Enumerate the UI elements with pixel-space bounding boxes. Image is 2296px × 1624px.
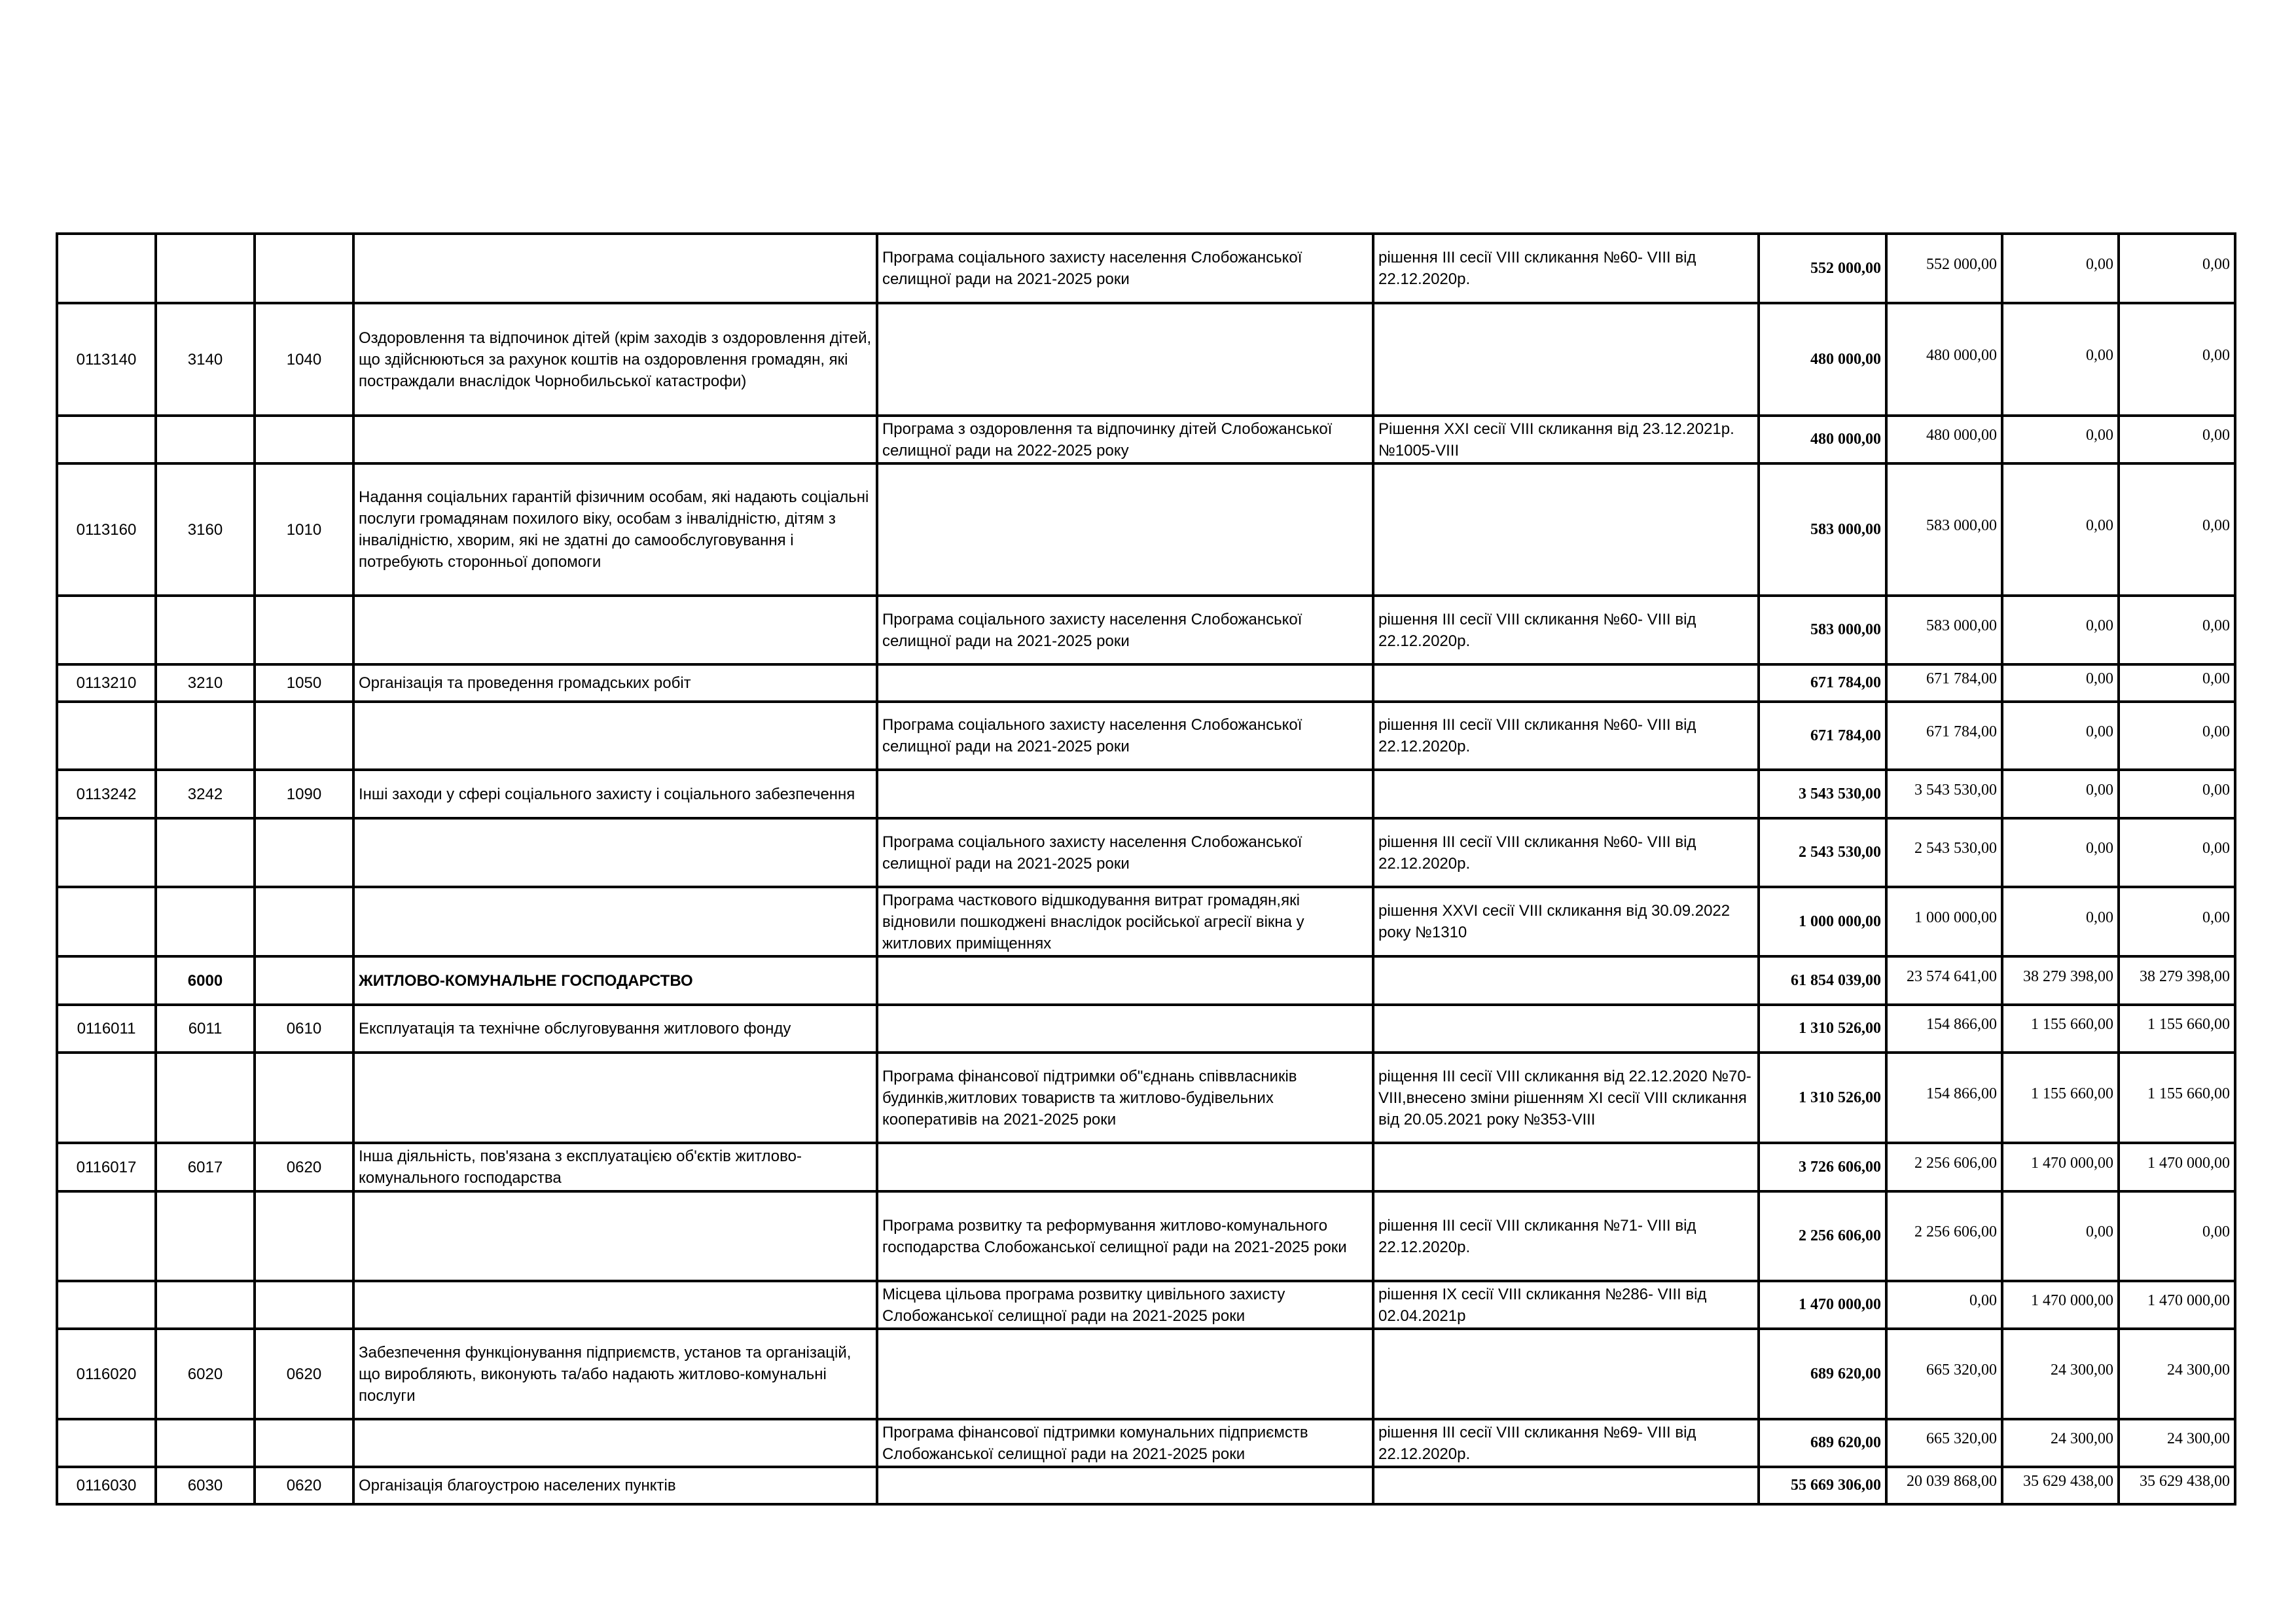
cell-kpk-code: 6030 [156,1467,255,1504]
cell-special-fund [2002,303,2119,416]
cell-total: 671 784,00 [1759,664,1886,702]
cell-activity-name [353,1419,877,1467]
cell-activity-name [353,234,877,303]
cell-program-name: Програма фінансової підтримки комунальних підприємств Слобожанської селищної ради на 2021-2025 роки [877,1419,1373,1467]
cell-special-fund [2002,1191,2119,1281]
cell-development-budget [2119,1143,2235,1191]
cell-kfk-code [255,818,353,887]
cell-value: 24 300,00 [2167,1430,2230,1447]
cell-kfk-code: 0620 [255,1467,353,1504]
cell-kpk-code: 3210 [156,664,255,702]
cell-development-budget [2119,1053,2235,1143]
cell-decision: рішення ІІІ сесії VIII скликання №69- VIII від 22.12.2020р. [1373,1419,1759,1467]
cell-development-budget [2119,1467,2235,1504]
cell-program-name: Програма часткового відшкодування витрат громадян,які відновили пошкоджені внаслідок російської агресії вікна у житлових приміщеннях [877,887,1373,956]
table-row [57,463,2235,596]
cell-value: 3 543 530,00 [1914,781,1997,799]
table-row [57,234,2235,303]
cell-program-name [877,956,1373,1005]
cell-program-name [877,770,1373,818]
cell-development-budget [2119,818,2235,887]
cell-activity-name: Експлуатація та технічне обслуговування житлового фонду [353,1005,877,1053]
cell-value: 24 300,00 [2051,1430,2113,1447]
cell-decision: Рішення XXI сесії VIII скликання від 23.12.2021р. №1005-VIII [1373,416,1759,463]
table-row [57,416,2235,463]
cell-total: 3 543 530,00 [1759,770,1886,818]
cell-total: 55 669 306,00 [1759,1467,1886,1504]
table-row [57,1143,2235,1191]
cell-value: 0,00 [2086,909,2113,926]
cell-value: 1 155 660,00 [2031,1085,2113,1102]
cell-program-code: 0113160 [57,463,156,596]
cell-total: 583 000,00 [1759,463,1886,596]
cell-value: 24 300,00 [2051,1361,2113,1379]
cell-special-fund [2002,596,2119,664]
cell-program-name [877,1005,1373,1053]
cell-program-name [877,303,1373,416]
cell-decision: рішення ІІІ сесії VIII скликання №71- VIII від 22.12.2020р. [1373,1191,1759,1281]
cell-kfk-code [255,887,353,956]
cell-special-fund [2002,818,2119,887]
cell-value: 38 279 398,00 [2140,967,2230,985]
table-row [57,887,2235,956]
cell-value: 0,00 [2202,723,2230,740]
cell-value: 480 000,00 [1926,427,1997,444]
cell-kfk-code: 0610 [255,1005,353,1053]
cell-program-name: Програма розвитку та реформування житлово-комунального господарства Слобожанської селищної ради на 2021-2025 роки [877,1191,1373,1281]
cell-general-fund [1886,1281,2002,1329]
cell-decision [1373,956,1759,1005]
cell-program-name: Місцева цільова програма розвитку цивільного захисту Слобожанської селищної ради на 2021-2025 роки [877,1281,1373,1329]
cell-value: 0,00 [2202,617,2230,634]
cell-development-budget [2119,664,2235,702]
cell-program-code: 0113210 [57,664,156,702]
cell-activity-name [353,1053,877,1143]
table-row [57,1005,2235,1053]
table-row [57,1329,2235,1419]
cell-total: 61 854 039,00 [1759,956,1886,1005]
cell-kfk-code [255,596,353,664]
cell-total: 1 310 526,00 [1759,1053,1886,1143]
cell-value: 0,00 [2086,346,2113,364]
cell-special-fund [2002,956,2119,1005]
cell-special-fund [2002,770,2119,818]
table-row [57,664,2235,702]
cell-decision [1373,1329,1759,1419]
cell-value: 0,00 [1969,1292,1997,1309]
cell-kpk-code: 3242 [156,770,255,818]
cell-value: 20 039 868,00 [1907,1473,1997,1490]
cell-kfk-code: 1090 [255,770,353,818]
cell-kpk-code [156,1191,255,1281]
cell-value: 24 300,00 [2167,1361,2230,1379]
cell-value: 2 543 530,00 [1914,840,1997,857]
cell-development-budget [2119,303,2235,416]
cell-program-code: 0116030 [57,1467,156,1504]
cell-general-fund [1886,956,2002,1005]
cell-development-budget [2119,1281,2235,1329]
table-row [57,1419,2235,1467]
cell-activity-name: Організація та проведення громадських робіт [353,664,877,702]
cell-kpk-code: 3140 [156,303,255,416]
cell-value: 0,00 [2202,840,2230,857]
cell-kpk-code [156,1281,255,1329]
cell-general-fund [1886,1467,2002,1504]
cell-activity-name: Оздоровлення та відпочинок дітей (крім заходів з оздоровлення дітей, що здійснюються за рахунок коштів на оздоровлення громадян, які постраждали внаслідок Чорнобильської катастрофи) [353,303,877,416]
cell-general-fund [1886,1005,2002,1053]
cell-kpk-code [156,416,255,463]
cell-development-budget [2119,1005,2235,1053]
cell-kpk-code: 3160 [156,463,255,596]
cell-value: 1 155 660,00 [2147,1016,2230,1033]
table-row [57,956,2235,1005]
cell-special-fund [2002,1053,2119,1143]
cell-decision: рішення IX сесії VIII скликання №286- VIII від 02.04.2021р [1373,1281,1759,1329]
cell-activity-name [353,1191,877,1281]
cell-general-fund [1886,702,2002,770]
cell-value: 665 320,00 [1926,1361,1997,1379]
cell-total: 1 310 526,00 [1759,1005,1886,1053]
cell-value: 583 000,00 [1926,617,1997,634]
cell-activity-name [353,887,877,956]
cell-development-budget [2119,770,2235,818]
cell-decision: рішення ІІІ сесії VIII скликання №60- VIII від 22.12.2020р. [1373,818,1759,887]
table-row [57,770,2235,818]
cell-special-fund [2002,1419,2119,1467]
cell-program-code [57,702,156,770]
cell-program-code [57,956,156,1005]
cell-value: 2 256 606,00 [1914,1223,1997,1240]
cell-value: 665 320,00 [1926,1430,1997,1447]
cell-activity-name [353,1281,877,1329]
cell-program-code: 0116020 [57,1329,156,1419]
cell-development-budget [2119,956,2235,1005]
cell-value: 1 000 000,00 [1914,909,1997,926]
cell-program-code [57,818,156,887]
cell-value: 671 784,00 [1926,723,1997,740]
cell-total: 552 000,00 [1759,234,1886,303]
table-row [57,1281,2235,1329]
cell-value: 1 155 660,00 [2147,1085,2230,1102]
cell-value: 0,00 [2086,427,2113,444]
cell-program-code [57,416,156,463]
cell-activity-name [353,702,877,770]
cell-activity-name: Інша діяльність, пов'язана з експлуатацією об'єктів житлово-комунального господарства [353,1143,877,1191]
cell-decision [1373,1005,1759,1053]
cell-value: 671 784,00 [1926,670,1997,687]
cell-kpk-code [156,234,255,303]
cell-development-budget [2119,234,2235,303]
cell-value: 1 470 000,00 [2031,1292,2113,1309]
cell-program-name: Програма соціального захисту населення Слобожанської селищної ради на 2021-2025 роки [877,818,1373,887]
cell-program-name: Програма соціального захисту населення Слобожанської селищної ради на 2021-2025 роки [877,702,1373,770]
cell-program-code: 0113242 [57,770,156,818]
cell-kfk-code [255,1191,353,1281]
cell-kpk-code [156,702,255,770]
cell-general-fund [1886,1143,2002,1191]
cell-kfk-code [255,416,353,463]
cell-kfk-code: 0620 [255,1329,353,1419]
table-row [57,596,2235,664]
cell-general-fund [1886,1191,2002,1281]
cell-activity-name: Забезпечення функціонування підприємств, установ та організацій, що виробляють, виконують та/або надають житлово-комунальні послуги [353,1329,877,1419]
table-row [57,303,2235,416]
cell-kfk-code: 1010 [255,463,353,596]
cell-program-code: 0116011 [57,1005,156,1053]
cell-value: 0,00 [2202,346,2230,364]
cell-development-budget [2119,416,2235,463]
table-row [57,818,2235,887]
cell-value: 583 000,00 [1926,516,1997,534]
cell-value: 0,00 [2086,1223,2113,1240]
cell-kpk-code: 6017 [156,1143,255,1191]
cell-development-budget [2119,1329,2235,1419]
cell-total: 2 256 606,00 [1759,1191,1886,1281]
cell-value: 0,00 [2086,781,2113,799]
cell-value: 1 470 000,00 [2031,1154,2113,1172]
cell-program-name [877,1329,1373,1419]
cell-general-fund [1886,416,2002,463]
cell-value: 552 000,00 [1926,255,1997,273]
cell-special-fund [2002,702,2119,770]
cell-activity-name: Інші заходи у сфері соціального захисту і соціального забезпечення [353,770,877,818]
cell-value: 2 256 606,00 [1914,1154,1997,1172]
table-body [57,234,2235,1504]
cell-decision: рішення ІІІ сесії VIII скликання №60- VIII від 22.12.2020р. [1373,596,1759,664]
cell-general-fund [1886,887,2002,956]
cell-program-code [57,1053,156,1143]
table-row [57,1467,2235,1504]
cell-decision [1373,770,1759,818]
cell-program-code [57,887,156,956]
cell-kfk-code [255,234,353,303]
cell-decision [1373,1143,1759,1191]
cell-special-fund [2002,1143,2119,1191]
cell-special-fund [2002,234,2119,303]
cell-kfk-code [255,1281,353,1329]
cell-kpk-code [156,1053,255,1143]
cell-development-budget [2119,887,2235,956]
cell-general-fund [1886,463,2002,596]
cell-decision [1373,1467,1759,1504]
cell-value: 154 866,00 [1926,1085,1997,1102]
cell-program-name: Програма соціального захисту населення Слобожанської селищної ради на 2021-2025 роки [877,596,1373,664]
cell-value: 0,00 [2202,516,2230,534]
cell-special-fund [2002,1329,2119,1419]
cell-activity-name: Організація благоустрою населених пунктів [353,1467,877,1504]
cell-value: 0,00 [2086,516,2113,534]
cell-activity-name [353,818,877,887]
cell-general-fund [1886,818,2002,887]
cell-kpk-code [156,818,255,887]
cell-special-fund [2002,463,2119,596]
cell-decision [1373,303,1759,416]
table-row [57,702,2235,770]
table-row [57,1191,2235,1281]
cell-value: 0,00 [2202,1223,2230,1240]
cell-total: 480 000,00 [1759,303,1886,416]
cell-special-fund [2002,664,2119,702]
cell-program-code [57,1191,156,1281]
cell-program-code: 0113140 [57,303,156,416]
cell-special-fund [2002,1467,2119,1504]
cell-development-budget [2119,1191,2235,1281]
cell-kpk-code [156,1419,255,1467]
cell-decision: рішення ІІІ сесії VIII скликання №60- VIII від 22.12.2020р. [1373,702,1759,770]
cell-value: 0,00 [2202,781,2230,799]
cell-general-fund [1886,1419,2002,1467]
budget-table [56,232,2236,1506]
cell-value: 35 629 438,00 [2023,1473,2113,1490]
cell-development-budget [2119,702,2235,770]
cell-decision [1373,664,1759,702]
cell-activity-name: Надання соціальних гарантій фізичним особам, які надають соціальні послуги громадянам похилого віку, особам з інвалідністю, дітям з інвалідністю, хворим, які не здатні до самообслуговування і потребують сторонньої допомоги [353,463,877,596]
cell-value: 0,00 [2086,670,2113,687]
cell-value: 0,00 [2202,255,2230,273]
cell-value: 35 629 438,00 [2140,1473,2230,1490]
cell-value: 154 866,00 [1926,1016,1997,1033]
cell-total: 2 543 530,00 [1759,818,1886,887]
cell-kfk-code [255,702,353,770]
cell-value: 23 574 641,00 [1907,967,1997,985]
cell-special-fund [2002,887,2119,956]
cell-program-code [57,1419,156,1467]
cell-value: 0,00 [2202,670,2230,687]
cell-value: 0,00 [2202,909,2230,926]
cell-kfk-code [255,1419,353,1467]
cell-value: 1 470 000,00 [2147,1292,2230,1309]
cell-general-fund [1886,234,2002,303]
cell-value: 0,00 [2086,840,2113,857]
table-row [57,1053,2235,1143]
cell-general-fund [1886,1053,2002,1143]
cell-activity-name [353,416,877,463]
cell-total: 3 726 606,00 [1759,1143,1886,1191]
cell-program-name: Програма з оздоровлення та відпочинку дітей Слобожанської селищної ради на 2022-2025 року [877,416,1373,463]
cell-program-name: Програма соціального захисту населення Слобожанської селищної ради на 2021-2025 роки [877,234,1373,303]
cell-program-code: 0116017 [57,1143,156,1191]
cell-value: 1 470 000,00 [2147,1154,2230,1172]
cell-program-code [57,234,156,303]
cell-program-name [877,1143,1373,1191]
cell-general-fund [1886,664,2002,702]
cell-development-budget [2119,1419,2235,1467]
cell-activity-name: ЖИТЛОВО-КОМУНАЛЬНЕ ГОСПОДАРСТВО [353,956,877,1005]
cell-kpk-code [156,596,255,664]
cell-value: 0,00 [2202,427,2230,444]
cell-total: 1 470 000,00 [1759,1281,1886,1329]
cell-activity-name [353,596,877,664]
cell-decision: рішення XXVI сесії VIII скликання від 30.09.2022 року №1310 [1373,887,1759,956]
cell-program-name [877,664,1373,702]
cell-general-fund [1886,1329,2002,1419]
cell-total: 689 620,00 [1759,1419,1886,1467]
cell-development-budget [2119,463,2235,596]
cell-program-name [877,463,1373,596]
cell-kfk-code: 0620 [255,1143,353,1191]
cell-total: 583 000,00 [1759,596,1886,664]
cell-value: 1 155 660,00 [2031,1016,2113,1033]
cell-program-code [57,1281,156,1329]
cell-general-fund [1886,596,2002,664]
cell-decision: рішення ІІІ сесії VIII скликання №60- VIII від 22.12.2020р. [1373,234,1759,303]
cell-total: 1 000 000,00 [1759,887,1886,956]
cell-total: 480 000,00 [1759,416,1886,463]
cell-total: 689 620,00 [1759,1329,1886,1419]
cell-general-fund [1886,770,2002,818]
cell-special-fund [2002,1281,2119,1329]
cell-value: 0,00 [2086,617,2113,634]
cell-decision: ріщення ІІІ сесії VIII скликання від 22.12.2020 №70-VIII,внесено зміни рішенням ХІ сесії VIII скликання від 20.05.2021 року №353-VIII [1373,1053,1759,1143]
cell-total: 671 784,00 [1759,702,1886,770]
cell-program-name [877,1467,1373,1504]
cell-kfk-code: 1050 [255,664,353,702]
cell-kpk-code: 6000 [156,956,255,1005]
cell-value: 0,00 [2086,255,2113,273]
cell-value: 0,00 [2086,723,2113,740]
cell-kfk-code [255,956,353,1005]
cell-kfk-code [255,1053,353,1143]
cell-special-fund [2002,1005,2119,1053]
cell-kpk-code [156,887,255,956]
cell-value: 38 279 398,00 [2023,967,2113,985]
cell-decision [1373,463,1759,596]
cell-kfk-code: 1040 [255,303,353,416]
cell-development-budget [2119,596,2235,664]
cell-special-fund [2002,416,2119,463]
cell-program-code [57,596,156,664]
cell-general-fund [1886,303,2002,416]
cell-program-name: Програма фінансової підтримки об"єднань співвласників будинків,житлових товариств та житлово-будівельних кооперативів на 2021-2025 роки [877,1053,1373,1143]
cell-kpk-code: 6011 [156,1005,255,1053]
cell-value: 480 000,00 [1926,346,1997,364]
cell-kpk-code: 6020 [156,1329,255,1419]
